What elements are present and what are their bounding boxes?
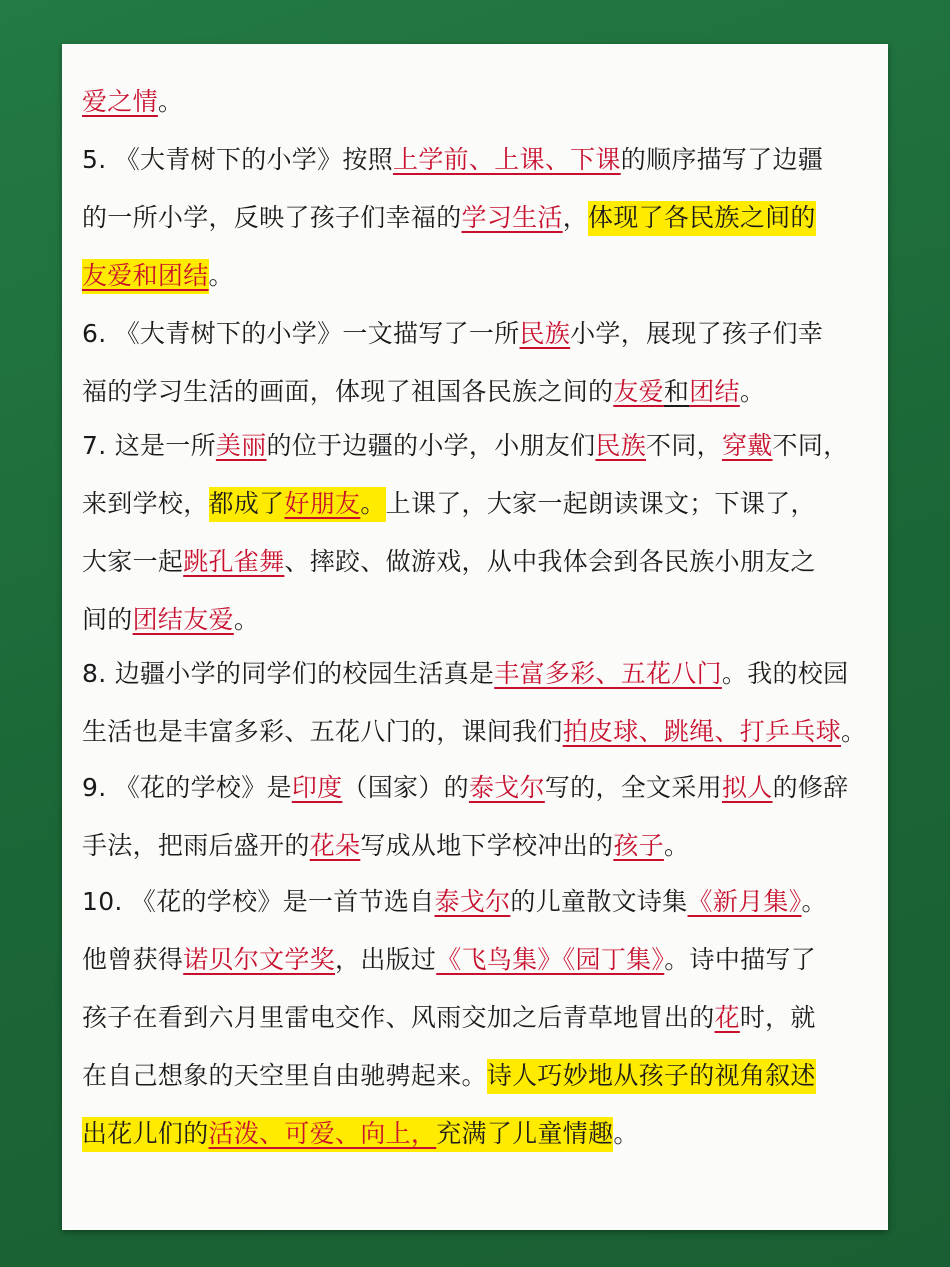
text: 生活也是丰富多彩、五花八门的，课间我们 <box>82 717 563 746</box>
text: 。我的校园 <box>721 659 849 688</box>
worksheet-page <box>62 44 888 1230</box>
highlighted-answer-text: 友爱和团结 <box>82 259 209 294</box>
text-line <box>82 486 816 522</box>
text: 6. 《大青树下的小学》一文描写了一所 <box>82 319 520 348</box>
answer-text: 友爱 <box>613 377 664 406</box>
text-line <box>82 770 848 806</box>
text: 。 <box>801 887 827 916</box>
text: 出花儿们的 <box>82 1119 209 1148</box>
text: 时，就 <box>739 1003 816 1032</box>
text: 。 <box>157 87 184 116</box>
text: 7. 这是一所 <box>82 431 216 460</box>
text-line <box>82 200 816 236</box>
text: 福的学习生活的画面，体现了祖国各民族之间的 <box>82 377 614 406</box>
text: ，出版过 <box>335 945 437 974</box>
text: 小学，展现了孩子们幸 <box>570 319 824 348</box>
text: 。 <box>360 489 386 518</box>
answer-text: 丰富多彩、五花八门 <box>494 659 722 688</box>
text-line <box>82 714 866 750</box>
text-line <box>82 942 816 978</box>
highlighted-text <box>209 487 386 522</box>
text: 。 <box>739 377 766 406</box>
text-line <box>82 258 234 294</box>
answer-text: 拟人 <box>721 773 773 802</box>
highlighted-text: 体现了各民族之间的 <box>588 201 816 236</box>
text: 写成从地下学校冲出的 <box>360 831 614 860</box>
answer-text: 好朋友 <box>284 489 361 518</box>
text-line <box>82 884 827 920</box>
text: 来到学校， <box>82 489 209 518</box>
text: 的儿童散文诗集 <box>510 887 688 916</box>
text: 孩子在看到六月里雷电交作、风雨交加之后青草地冒出的 <box>82 1003 715 1032</box>
answer-text: 学习生活 <box>461 203 563 232</box>
text: 充满了儿童情趣 <box>436 1119 614 1148</box>
text: 写的，全文采用 <box>544 773 722 802</box>
answer-text: 团结 <box>689 377 740 406</box>
text: 上课了，大家一起朗读课文；下课了， <box>385 489 816 518</box>
answer-text: 穿戴 <box>721 431 773 460</box>
answer-text: 泰戈尔 <box>468 773 545 802</box>
answer-text: 民族 <box>595 431 647 460</box>
text: 大家一起 <box>82 547 184 576</box>
text: （国家）的 <box>342 773 469 802</box>
answer-text: 诺贝尔文学奖 <box>183 945 336 974</box>
answer-text: 泰戈尔 <box>434 887 511 916</box>
answer-text: 孩子 <box>613 831 664 860</box>
highlighted-text: 诗人巧妙地从孩子的视角叙述 <box>487 1059 816 1094</box>
text: 都成了 <box>208 489 285 518</box>
text: 。诗中描写了 <box>664 945 817 974</box>
text: 。 <box>208 261 234 290</box>
text-line <box>82 1058 816 1094</box>
text-line <box>82 84 183 120</box>
text: 10. 《花的学校》是一首节选自 <box>82 887 435 916</box>
answer-text: 拍皮球、跳绳、打乒乓球 <box>562 717 842 746</box>
text: 。 <box>613 1119 639 1148</box>
text: 不同， <box>772 431 849 460</box>
text: ， <box>562 203 589 232</box>
answer-text: 《飞鸟集》《园丁集》 <box>436 945 665 974</box>
text: 5. 《大青树下的小学》按照 <box>82 145 394 174</box>
text: 。 <box>233 605 260 634</box>
text: 不同， <box>646 431 722 460</box>
answer-text: 印度 <box>291 773 343 802</box>
text-line <box>82 1000 816 1036</box>
text-line <box>82 374 765 410</box>
text: 8. 边疆小学的同学们的校园生活真是 <box>82 659 495 688</box>
answer-text: 爱之情 <box>82 87 158 116</box>
answer-text: 活泼、可爱、向上， <box>208 1119 437 1148</box>
text: 的一所小学，反映了孩子们幸福的 <box>82 203 462 232</box>
underlined-text: 和 <box>663 377 690 406</box>
text: 、摔跤、做游戏，从中我体会到各民族小朋友之 <box>284 547 816 576</box>
text: 。 <box>663 831 690 860</box>
text: 的顺序描写了边疆 <box>620 145 824 174</box>
answer-text: 《新月集》 <box>687 887 802 916</box>
text-line <box>82 544 816 580</box>
answer-text: 跳孔雀舞 <box>183 547 285 576</box>
answer-text: 花 <box>714 1003 740 1032</box>
text: 的修辞 <box>772 773 849 802</box>
text: 在自己想象的天空里自由驰骋起来。 <box>82 1061 487 1090</box>
answer-text: 民族 <box>519 319 571 348</box>
text: 9. 《花的学校》是 <box>82 773 292 802</box>
answer-text: 美丽 <box>215 431 267 460</box>
text-line <box>82 828 689 864</box>
answer-text: 上学前、上课、下课 <box>393 145 621 174</box>
highlighted-text <box>82 1117 613 1152</box>
text-line <box>82 142 823 178</box>
text: 他曾获得 <box>82 945 184 974</box>
text: 间的 <box>82 605 133 634</box>
text: 的位于边疆的小学，小朋友们 <box>266 431 596 460</box>
answer-text: 花朵 <box>309 831 361 860</box>
text-line <box>82 1116 639 1152</box>
answer-text: 团结友爱 <box>132 605 234 634</box>
text-line <box>82 656 848 692</box>
text: 。 <box>841 717 867 746</box>
text-line <box>82 316 823 352</box>
text-line <box>82 428 848 464</box>
text: 手法，把雨后盛开的 <box>82 831 310 860</box>
text-line <box>82 602 259 638</box>
